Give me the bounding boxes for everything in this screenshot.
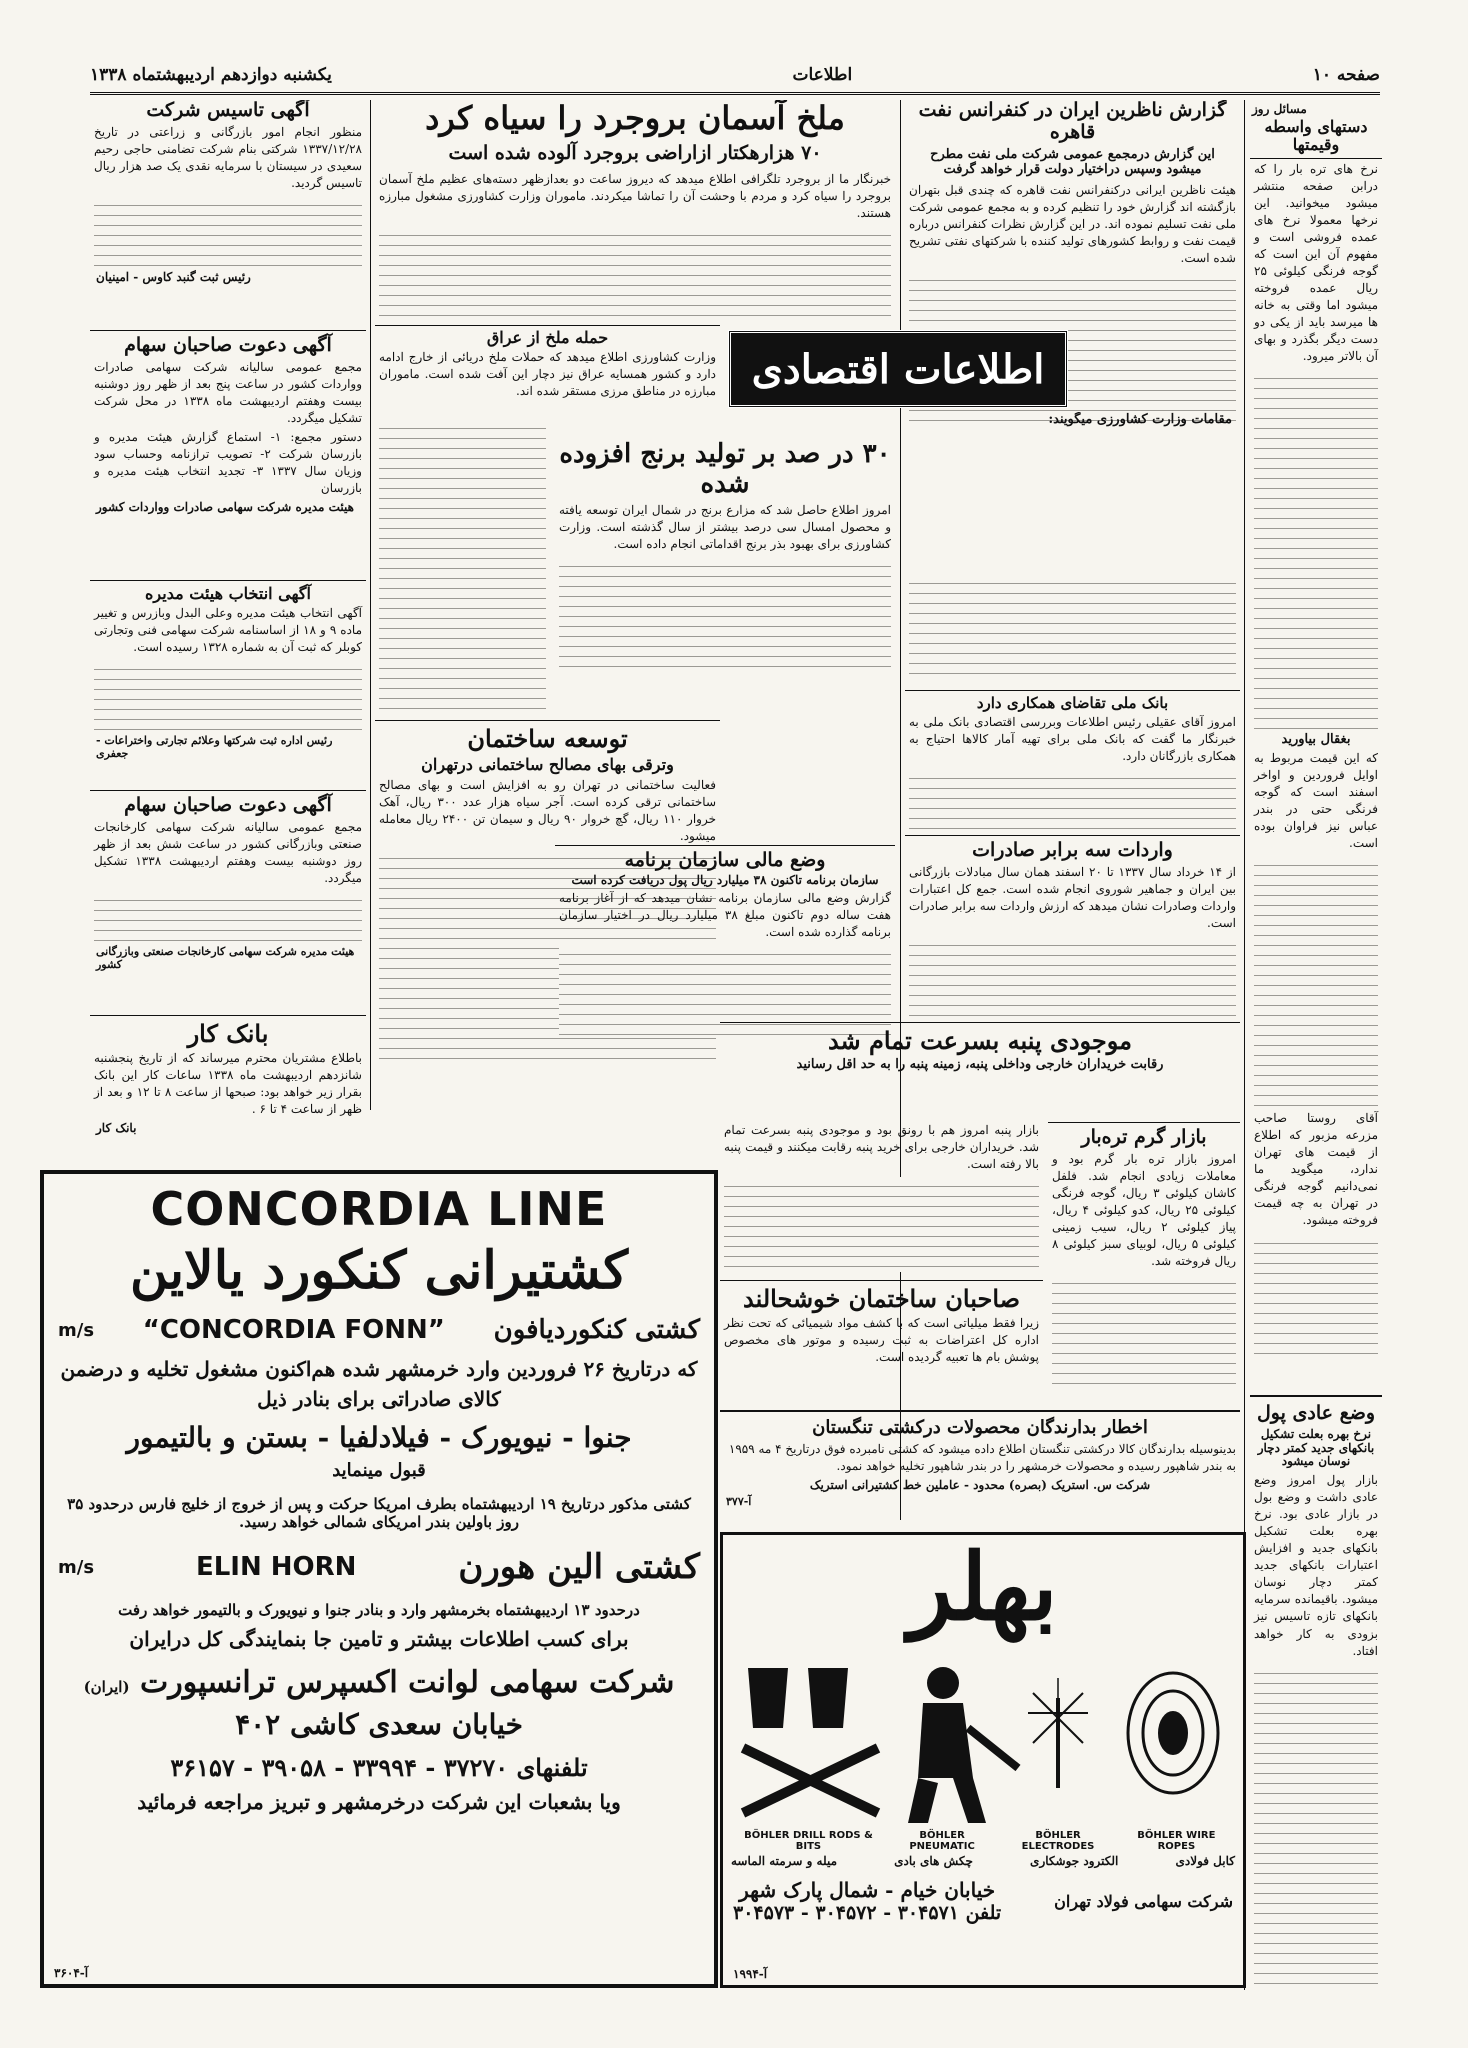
body-text-lines: [1254, 369, 1378, 729]
article-body: گزارش وضع مالی سازمان برنامه نشان میدهد که از آغاز برنامه هفت ساله دوم تاکنون مبلغ ۳۸ میلیارد ریال در اختیار سازمان برنامه گذارده شده است.: [559, 890, 891, 939]
bank-cooperation-article: [905, 690, 1240, 831]
ad-title: آگهی دعوت صاحبان سهام: [124, 334, 332, 356]
ad-code: آ-۳۶۰۴: [54, 1966, 89, 1980]
article-body: زیرا فقط میلیاتی است که با کشف مواد شیمیائی که تحت نظر اداره کل اعتراضات به ثبت رسیده و موتور های مخصوص پوشش بام ها تعبیه گردیده است.: [724, 1315, 1039, 1364]
ad-signature: رئیس ثبت گنبد کاوس - امینیان: [96, 269, 251, 284]
agent-company: شرکت سهامی لوانت اکسپرس ترانسپورت (ایران): [83, 1665, 675, 1700]
drill-bits-icon: [743, 1668, 878, 1813]
body-text-lines: [909, 574, 1236, 674]
article-title: دستهای واسطه وقیمتها: [1250, 118, 1382, 159]
body-text-lines: [1052, 1274, 1236, 1384]
article-body: که این قیمت مربوط به اوایل فروردین و اواخر اسفند است که گوجه فرنگی حتی در بندر عباس نیز فراوان بوده است.: [1254, 751, 1378, 851]
tangestan-ship-notice: [720, 1410, 1240, 1527]
pneumatic-worker-icon: [908, 1667, 1018, 1823]
bohler-brand: بهلر: [908, 1533, 1058, 1641]
article-body: وزارت کشاورزی اطلاع میدهد که حملات ملخ دریائی از خارج ادامه دارد و کشور همسایه عراق نیز دچار این آفت شده است. ماموران مبارزه در مناطق مرزی مستقر شده اند.: [379, 350, 716, 399]
article-subtitle: وترقی بهای مصالح ساختمانی درتهران: [421, 754, 674, 774]
article-title: وضع مالی سازمان برنامه: [624, 849, 826, 871]
body-text-lines: [1254, 1664, 1378, 1992]
ad-code: آ-۱۹۹۴: [733, 1967, 768, 1981]
body-text-lines: [909, 936, 1236, 1021]
body-text-lines: [1254, 856, 1378, 1106]
bohler-product-labels-persian: میله و سرمته الماسه چکش های بادی الکترود جوشکاری کابل فولادی: [731, 1854, 1235, 1869]
bohler-phone: تلفن ۳۰۴۵۷۱ - ۳۰۴۵۷۲ - ۳۰۴۵۷۳: [733, 1902, 1002, 1925]
rice-production-article: [555, 440, 895, 685]
bohler-address: خیابان خیام - شمال پارک شهر: [739, 1878, 996, 1903]
ad-signature: هیئت مدیره شرکت سهامی کارخانجات صنعتی وبازرگانی کشور: [96, 944, 355, 971]
bohler-products-illustration: [728, 1638, 1238, 1828]
bohler-contact: [733, 1878, 1233, 1924]
ad-signature: رئیس اداره ثبت شرکتها وعلائم تجارتی واختراعات - جعفری: [96, 734, 333, 761]
article-subtitle: رقابت خریداران خارجی وداخلی پنبه، زمینه پنبه را به حد اقل رسانید: [796, 1056, 1164, 1072]
article-body: فعالیت ساختمانی در تهران رو به افزایش است و بهای مصالح ساختمانی ترقی کرده است. آجر سیاه هزار عدد ۳۰۰ ریال، آهک خروار ۱۱۰ ریال، گچ خروار ۹۰ ریال و سیمان تن ۲۴۰۰ ریال معامله میشود.: [379, 777, 716, 844]
article-title: حمله ملخ از عراق: [486, 328, 609, 347]
notice-body: بدینوسیله بدارندگان کالا درکشتی تنگستان اطلاع داده میشود که کشتی نامبرده فوق درتاریخ ۴ مه ۱۹۵۹ به بندر شاهپور رسیده و محصولات خرمشهر را در بندر شاهپور تخلیه خواهد نمود.: [728, 1441, 1236, 1473]
agent-address: خیابان سعدی کاشی ۴۰۲: [235, 1708, 523, 1741]
article-title: بازار گرم تره‌بار: [1081, 1126, 1207, 1148]
article-body: هیئت ناظرین ایرانی درکنفرانس نفت قاهره که چندی قبل بتهران بازگشته اند گزارش خود را تنظیم کرده و به مجمع عمومی شرکت ملی نفت تسلیم نموده اند. در این گزارش نظرات کنفرانس درباره قیمت نفت و روابط کشورهای تولید کننده با شرکتهای نفتی تشریح شده است.: [909, 182, 1236, 265]
notice-code: آ-۳۷۷: [726, 1494, 752, 1508]
electrode-spark-icon: [1028, 1678, 1088, 1788]
article-subtitle: نرخ بهره بعلت تشکیل بانکهای جدید کمتر دچار نوسان میشود: [1257, 1426, 1375, 1469]
wire-rope-icon: [1128, 1673, 1218, 1793]
notice-title: اخطار بدارندگان محصولات درکشتی تنگستان: [812, 1417, 1148, 1438]
article-title: صاحبان ساختمان خوشحالند: [742, 1284, 1021, 1313]
ad-title: آگهی انتخاب هیئت مدیره: [145, 584, 311, 603]
ad-brand-persian: کشتیرانی کنکورد یالاین: [129, 1240, 628, 1301]
ad-title: آگهی دعوت صاحبان سهام: [124, 794, 332, 816]
ad-company-founding: [90, 100, 366, 325]
bohler-company: شرکت سهامی فولاد تهران: [1054, 1891, 1233, 1911]
ad-bank-kar: [90, 1015, 366, 1166]
article-title: توسعه ساختمان: [467, 724, 628, 753]
ad-agenda: دستور مجمع: ۱- استماع گزارش هیئت مدیره و بازرسان شرکت ۲- تصویب ترازنامه وحساب سود وزیان سال ۱۳۳۷ ۳- تجدید انتخاب هیئت مدیره و بازرسان: [94, 429, 363, 496]
article-title: وضع عادی پول: [1256, 1402, 1376, 1424]
concordia-line-advertisement: CONCORDIA LINE کشتیرانی کنکورد یالاین m/s “CONCORDIA FONN” کشتی کنکوردیافون که درتاریخ ۲۶ فروردین وارد خرمشهر شده هم‌اکنون مشغول تخلیه و درضمن کالای صادراتی برای بنادر ذیل جنوا - نیویورک - فیلادلفیا - بستن و بالتیمور قبول مینماید کشتی مذکور درتاریخ ۱۹ اردیبهشتماه بطرف امریکا حرکت و پس از خروج از خلیج فارس درحدود ۳۵ روز باولین بندر امریکای شمالی خواهد رسید. m/s ELIN HORN کشتی الین هورن درحدود ۱۳ اردیبهشتماه بخرمشهر وارد و بنادر جنوا و نیویورک و بالتیمور خواهد رفت برای کسب اطلاعات بیشتر و تامین جا بنمایندگی کل درایران شرکت سهامی لوانت اکسپرس ترانسپورت (ایران) خیابان سعدی کاشی ۴۰۲ تلفنهای ۳۷۲۷۰ - ۳۳۹۹۴ - ۳۹۰۵۸ - ۳۶۱۵۷ ویا بشعبات این شرکت درخرمشهر و تبریز مراجعه فرمائید آ-۳۶۰۴: [40, 1170, 718, 1988]
imports-exports-article: [905, 835, 1240, 1021]
body-text-lines: [1254, 1234, 1378, 1354]
body-text-lines: [379, 226, 891, 316]
ad-title: آگهی تاسیس شرکت: [146, 100, 310, 121]
economic-news-banner: اطلاعات اقتصادی: [728, 330, 1068, 408]
article-subtitle: سازمان برنامه تاکنون ۳۸ میلیارد ریال پول دریافت کرده است: [571, 872, 879, 887]
article-title: واردات سه برابر صادرات: [972, 839, 1173, 861]
body-text-lines: [379, 419, 546, 709]
agent-phones: تلفنهای ۳۷۲۷۰ - ۳۳۹۹۴ - ۳۹۰۵۸ - ۳۶۱۵۷: [170, 1753, 588, 1782]
article-body: آقای روستا صاحب مزرعه مزبور که اطلاع از قیمت های تهران ندارد، میگوید ما نمی‌دانیم گوجه فرنگی در تهران به چه قیمت فروخته میشود.: [1254, 1111, 1378, 1228]
paper-name: اطلاعات: [792, 65, 853, 85]
body-text-lines: [559, 557, 891, 667]
article-body: خبرنگار ما از بروجرد تلگرافی اطلاع میدهد که دیروز ساعت دو بعدازظهر دسته‌های عظیم ملخ آسمان بروجرد را سیاه کرد و مردم با وحشت آن را تماشا میکردند. ماموران وزارت کشاورزی مشغول مبارزه هستند.: [379, 171, 891, 220]
cotton-article-body: [720, 1120, 1043, 1280]
ad-brand-latin: CONCORDIA LINE: [150, 1182, 608, 1236]
article-body: از ۱۴ خرداد سال ۱۳۳۷ تا ۲۰ اسفند همان سال مبادلات بازرگانی بین ایران و جماهیر شوروی انجام شده است. جمع کل اعتبارات واردات وصادرات نشان میدهد که ارزش واردات سه برابر صادرات است.: [909, 864, 1237, 930]
ship-2-row: m/s ELIN HORN کشتی الین هورن: [58, 1547, 700, 1587]
locust-borujerd-article: [375, 100, 895, 320]
ship-2-persian: کشتی الین هورن: [458, 1547, 700, 1587]
ad-shareholders-meeting-1: [90, 330, 366, 576]
ad-body: باطلاع مشتریان محترم میرساند که از تاریخ پنجشنبه شانزدهم اردیبهشت ماه ۱۳۳۸ ساعات کار این بانک بقرار زیر خواهد بود: صبحها از ساعت ۸ تا ۱۲ و بعد از ظهر از ساعت ۴ تا ۶ .: [94, 1050, 363, 1116]
body-text-lines: [94, 891, 362, 941]
ad-body: مجمع عمومی سالیانه شرکت سهامی کارخانجات صنعتی وبازرگانی کشور در ساعت شش بعد از ظهر روز دوشنبه بیست وهفتم اردیبهشت ۱۳۳۸ تشکیل میگردد.: [94, 819, 362, 885]
article-body: امروز اطلاع حاصل شد که مزارع برنج در شمال ایران توسعه یافته و محصول امسال سی درصد بیشتر از سال گذشته است. وزارت کشاورزی برای بهبود بذر برنج اقداماتی انجام داده است.: [559, 502, 891, 551]
article-subtitle: ۷۰ هزارهکتار ازاراضی بروجرد آلوده شده است: [448, 141, 822, 164]
article-subtitle: این گزارش درمجمع عمومی شرکت ملی نفت مطرح میشود وسپس دراختیار دولت قرار خواهد گرفت: [930, 146, 1215, 177]
subheading: بغقال بیاورید: [1281, 732, 1351, 748]
ad-body: آگهی انتخاب هیئت مدیره وعلی البدل وبازرس و تغییر ماده ۹ و ۱۸ از اساسنامه شرکت سهامی فنی وتجارتی کوبلر که ثبت آن به شماره ۱۳۲۸ رسیده است.: [94, 606, 362, 655]
body-text-lines: [94, 660, 362, 730]
ad-body: منظور انجام امور بازرگانی و زراعتی در تاریخ ۱۳۳۷/۱۲/۲۸ شرکتی بنام شرکت تضامنی حاجی رحیم سعیدی در سیستان با سرمایه نقدی یک صد هزار ریال تاسیس گردید.: [94, 124, 362, 190]
ad-body: مجمع عمومی سالیانه شرکت سهامی صادرات وواردات کشور در ساعت پنج بعد از ظهر روز دوشنبه بیست وهفتم اردیبهشت ماه ۱۳۳۸ در محل شرکت تشکیل میگردد.: [94, 359, 362, 425]
article-title: گزارش ناظرین ایران در کنفرانس نفت قاهره: [918, 100, 1227, 143]
article-body: بازار پنبه امروز هم با رونق بود و موجودی پنبه بسرعت تمام شد. خریداران خارجی برای خرید پنبه رقابت میکنند و قیمت پنبه بالا رفته است.: [724, 1123, 1039, 1172]
ad-title: بانک کار: [187, 1019, 269, 1048]
article-title: بانک ملی تقاضای همکاری دارد: [976, 694, 1169, 712]
ship-1-persian: کشتی کنکوردیافون: [493, 1315, 700, 1345]
rice-article-continued: [905, 570, 1240, 680]
notice-signature: شرکت س. استریک (بصره) محدود - عاملین خط کشتیرانی استریک: [809, 1477, 1151, 1492]
article-body: امروز آقای عقیلی رئیس اطلاعات وبررسی اقتصادی بانک ملی به خبرنگار ما گفت که بانک ملی برای تهیه آمار کالاها احتیاج به همکاری بازرگانان دارد.: [909, 715, 1236, 764]
article-title: ملخ آسمان بروجرد را سیاه کرد: [425, 100, 845, 137]
body-text-lines: [94, 196, 362, 266]
vegetable-market-article: [1048, 1122, 1240, 1388]
agriculture-ministry-lead: مقامات وزارت کشاورزی میگویند:: [1048, 412, 1232, 427]
rubric: مسائل روز: [1252, 102, 1307, 116]
bohler-product-labels-latin: BÖHLER DRILL RODS & BITS BÖHLER PNEUMATIC BÖHLER ELECTRODES BÖHLER WIRE ROPES: [744, 1830, 1216, 1853]
money-market-article: [1250, 1395, 1382, 1992]
article-body: نرخ های تره بار را که درابن صفحه منتشر میشود میخوانید. این نرخها معمولا نرخ های عمده فروشی است و مفهوم آن این است که گوجه فرنگی کیلوئی ۲۵ ریال عمده فروخته میشود اما وقتی به خانه ها میرسد باید از یکی دو دست دیگر بگذرد و بهای آن بالاتر میرود.: [1254, 161, 1378, 364]
column-rule: [370, 100, 371, 1110]
page-header: [90, 58, 1380, 95]
issue-date: یکشنبه دوازدهم اردیبهشتماه ۱۳۳۸: [90, 65, 332, 85]
column-market-commentary: [1250, 100, 1382, 1360]
cotton-article-header: [720, 1022, 1240, 1118]
builders-article: [720, 1280, 1043, 1401]
article-title: موجودی پنبه بسرعت تمام شد: [827, 1026, 1133, 1055]
body-text-lines: [909, 769, 1236, 829]
bohler-advertisement: [720, 1532, 1246, 1988]
ship-1-row: m/s “CONCORDIA FONN” کشتی کنکوردیافون: [58, 1315, 700, 1345]
article-body: بازار پول امروز وضع عادی داشت و وضع بول در بازار عادی بود. نرخ بهره بعلت تشکیل بانکهای جدید و افزایش اعتبارات بانکهای جدید کمتر دچار نوسان میشود. باقیمانده سرمایه بانکهای تازه تاسیس نیز بزودی به کار خواهد افتاد.: [1254, 1473, 1378, 1658]
ad-signature: هیئت مدیره شرکت سهامی صادرات وواردات کشور: [96, 500, 354, 515]
locust-iraq-article: [375, 325, 720, 411]
article-title: ۳۰ در صد بر تولید برنج افزوده شده: [559, 440, 891, 499]
article-body: امروز بازار تره بار گرم بود و معاملات زیادی انجام شد. فلفل کاشان کیلوئی ۳ ریال، گوجه فرنگی کیلوئی ۲۵ ریال، کدو کیلوئی ۴ ریال، پیاز کیلوئی ۲ ریال، سیب زمینی کیلوئی ۵ ریال، لوبیای سبز کیلوئی ۸ ریال فروخته شد.: [1052, 1151, 1237, 1269]
body-text-lines: [724, 1177, 1039, 1272]
page-number: صفحه ۱۰: [1312, 65, 1380, 85]
ad-board-election: [90, 580, 366, 786]
ship-1-name: “CONCORDIA FONN”: [142, 1315, 445, 1345]
ship-2-name: ELIN HORN: [195, 1552, 357, 1582]
ad-signature: بانک کار: [96, 1120, 137, 1135]
locust-continued-text: [375, 415, 550, 715]
destination-ports: جنوا - نیویورک - فیلادلفیا - بستن و بالتیمور: [126, 1421, 632, 1454]
ad-shareholders-meeting-2: [90, 790, 366, 1011]
